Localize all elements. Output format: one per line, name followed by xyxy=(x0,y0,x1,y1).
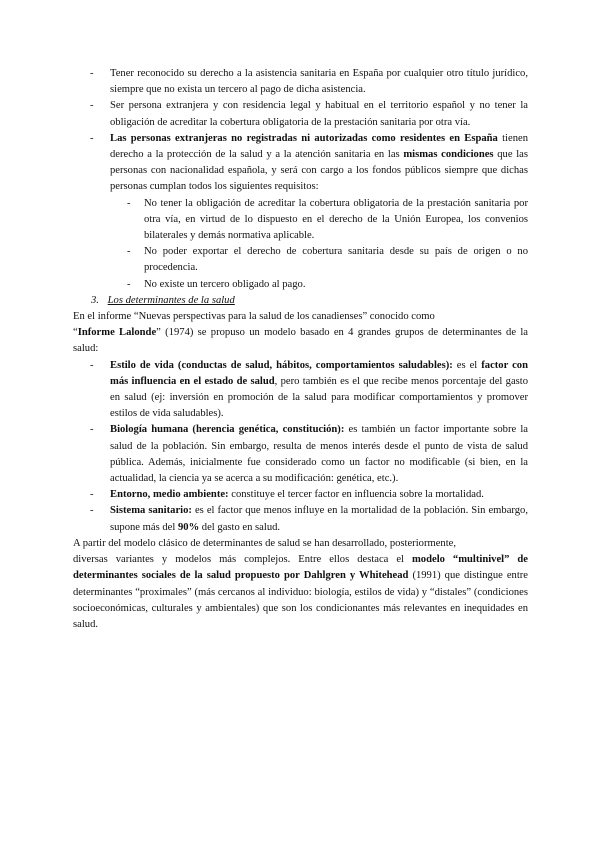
closing-bold: modelo “multinivel” de determinantes sociales de la salud propuesto por Dahlgren y Whitehead xyxy=(73,554,528,582)
determinant-text: del gasto en salud. xyxy=(199,521,281,533)
sub-list-item xyxy=(73,244,528,276)
list-dash: - xyxy=(90,505,94,517)
determinant-text: es también un factor importante sobre la salud de la población. Sin embargo, resulta de menos interés desde el punto de vista de salud pública. Además, inicialmente fue considerado como un factor no modificable (si bien, en la actualidad, la ciencia ya se acerca a su modificación: genética, etc.). xyxy=(110,424,528,485)
sub-list-item xyxy=(73,277,528,293)
document-page xyxy=(73,66,528,633)
closing-paragraph xyxy=(73,552,528,633)
sub-list-item xyxy=(73,196,528,245)
determinant-bold: factor con más influencia en el estado de salud xyxy=(110,359,528,387)
determinant-title: Biología humana (herencia genética, constitución): xyxy=(110,424,345,436)
sub-list-item-text: No tener la obligación de acreditar la cobertura obligatoria de la prestación sanitaria por otra vía, en virtud de lo dispuesto en el derecho de la Unión Europea, los convenios bilaterales y demás normativa aplicable. xyxy=(144,197,528,242)
determinant-title: Estilo de vida (conductas de salud, hábitos, comportamientos saludables): xyxy=(110,359,453,371)
list-dash: - xyxy=(90,424,94,436)
list-item-bold: Las personas extranjeras no registradas ni autorizadas como residentes en España xyxy=(110,132,498,144)
list-dash: - xyxy=(127,197,131,209)
determinant-text: , pero también es el que recibe menos porcentaje del gasto en salud (ej: inversión en promoción de la salud para modificar comportamientos y promover estilos de vida saludables). xyxy=(110,375,529,420)
determinant-bold: 90% xyxy=(177,521,200,533)
intro-text: ” (1974) se propuso un modelo basado en 4 grandes grupos de determinantes de la salud: xyxy=(73,327,528,355)
list-item-text: Tener reconocido su derecho a la asistencia sanitaria en España por cualquier otro título jurídico, siempre que no exista un tercero al pago de dicha asistencia. xyxy=(110,68,528,96)
determinant-title: Sistema sanitario: xyxy=(110,505,192,517)
list-item xyxy=(73,66,528,98)
list-item-bold: mismas condiciones xyxy=(403,149,494,161)
closing-text: (1991) que distingue entre determinantes “proximales” (más cercanos al individuo: biología, estilos de vida) y “distales” (condiciones socioeconómicas, culturales y ambientales) que son los condicionantes más relevantes en inequidades en salud. xyxy=(73,570,529,630)
list-item xyxy=(73,503,528,535)
quote-mark: “ xyxy=(73,327,78,339)
intro-bold: Informe Lalonde xyxy=(77,327,157,339)
section-heading xyxy=(73,293,528,309)
intro-paragraph xyxy=(73,325,528,357)
list-item xyxy=(73,131,528,196)
list-item-text: tienen derecho a la protección de la salud y a la atención sanitaria en las xyxy=(110,132,528,161)
closing-text: diversas variantes y modelos más complejos. Entre ellos destaca el xyxy=(73,554,412,566)
list-dash: - xyxy=(90,68,94,79)
determinant-text: es el xyxy=(452,359,482,371)
list-item-text: Ser persona extranjera y con residencia legal y habitual en el territorio español y no tener la obligación de acreditar la cobertura obligatoria de la prestación sanitaria por otra vía. xyxy=(110,100,528,128)
list-item xyxy=(73,422,528,487)
list-item xyxy=(73,98,528,130)
section-number: 3. xyxy=(91,294,99,306)
list-item xyxy=(73,358,528,423)
list-dash: - xyxy=(90,100,94,112)
intro-line: En el informe “Nuevas perspectivas para la salud de los canadienses” conocido como xyxy=(73,311,435,323)
list-dash: - xyxy=(127,278,131,290)
list-dash: - xyxy=(90,132,94,144)
sub-list-item-text: No poder exportar el derecho de cobertura sanitaria desde su país de origen o no procedencia. xyxy=(144,246,528,274)
sub-list-item-text: No existe un tercero obligado al pago. xyxy=(144,278,306,290)
determinant-title: Entorno, medio ambiente: xyxy=(110,489,229,501)
list-item-text: que las personas con nacionalidad española, y será con cargo a los fondos públicos siempre que dichas personas cumplan todos los siguientes requisitos: xyxy=(110,149,528,193)
section-title: Los determinantes de la salud xyxy=(107,294,235,306)
list-dash: - xyxy=(127,246,131,258)
determinant-text: es el factor que menos influye en la mortalidad de la población. Sin embargo, supone más del xyxy=(110,505,529,533)
closing-line: A partir del modelo clásico de determinantes de salud se han desarrollado, posteriormente, xyxy=(73,537,457,549)
list-dash: - xyxy=(90,359,94,371)
list-dash: - xyxy=(90,489,94,501)
determinant-text: constituye el tercer factor en influencia sobre la mortalidad. xyxy=(228,489,484,501)
list-item xyxy=(73,487,528,503)
